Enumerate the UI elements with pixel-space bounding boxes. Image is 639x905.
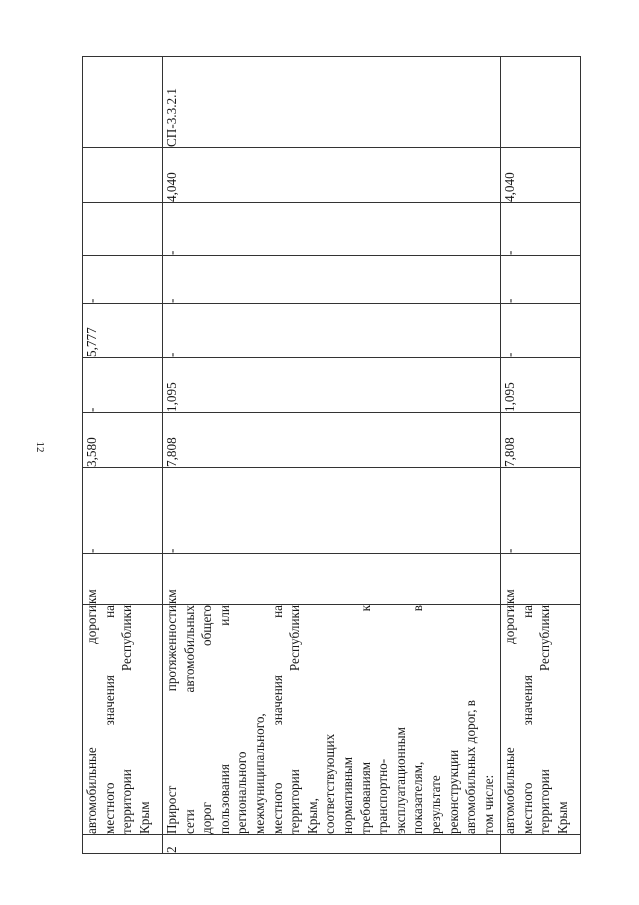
indicator-name-line: Прирост протяженности xyxy=(164,605,179,834)
indicator-name-line: территории Республики xyxy=(537,605,553,834)
cell-value: - xyxy=(501,203,581,256)
cell-value: 4,040 xyxy=(501,148,581,203)
cell-row-number xyxy=(83,835,163,854)
cell-row-number: 2 xyxy=(163,835,501,854)
indicator-name-line: эксплуатационным xyxy=(392,727,408,834)
indicator-name-line: пользования или xyxy=(216,605,232,834)
cell-value xyxy=(83,203,163,256)
table-row xyxy=(163,57,501,854)
indicator-name-line: Крым, xyxy=(304,798,320,834)
indicator-name-line: местного значения на xyxy=(101,605,117,834)
cell-value: 1,095 xyxy=(163,358,501,413)
cell-row-number xyxy=(501,835,581,854)
indicator-name-line: Крым xyxy=(136,801,152,834)
indicator-name-line: соответствующих xyxy=(322,733,338,834)
rotated-table-canvas xyxy=(82,57,576,854)
indicator-name-line: регионального xyxy=(234,751,250,834)
indicator-name-line: местного значения на xyxy=(269,605,285,834)
indicator-name-line: том числе: xyxy=(480,774,496,834)
cell-value: - xyxy=(163,468,501,554)
cell-value: 7,808 xyxy=(501,413,581,468)
cell-value: 5,777 xyxy=(83,304,163,358)
indicator-name-line: территории Республики xyxy=(119,605,135,834)
cell-code xyxy=(501,57,581,148)
indicator-name-line: территории Республики xyxy=(287,605,303,834)
indicator-name-line: транспортно- xyxy=(375,758,391,834)
cell-indicator-name xyxy=(83,605,163,835)
cell-unit: км xyxy=(501,554,581,605)
cell-code xyxy=(83,57,163,148)
indicator-table xyxy=(82,56,581,854)
cell-value: - xyxy=(163,203,501,256)
cell-value: 7,808 xyxy=(163,413,501,468)
cell-value: - xyxy=(83,256,163,304)
cell-value: - xyxy=(83,468,163,554)
cell-value: - xyxy=(501,256,581,304)
indicator-name-line: сети автомобильных xyxy=(181,605,197,834)
indicator-name-line: автомобильных дорог, в xyxy=(463,699,479,834)
indicator-name-line: межмуниципального, xyxy=(251,713,267,834)
cell-indicator-name xyxy=(163,605,501,835)
indicator-name-line: автомобильные дороги xyxy=(84,605,99,834)
cell-value: 1,095 xyxy=(501,358,581,413)
cell-value xyxy=(83,148,163,203)
indicator-name-line: реконструкции xyxy=(445,749,461,834)
cell-value: - xyxy=(501,468,581,554)
indicator-name-line: нормативным xyxy=(339,756,355,834)
cell-code: СП-3.3.2.1 xyxy=(163,57,501,148)
table-row xyxy=(501,57,581,854)
cell-value: - xyxy=(83,358,163,413)
indicator-name-line: местного значения на xyxy=(519,605,535,834)
indicator-name-line: дорог общего xyxy=(199,605,215,834)
indicator-name-line: Крым xyxy=(554,801,570,834)
cell-value: 4,040 xyxy=(163,148,501,203)
page-number: 12 xyxy=(34,441,46,453)
cell-value: - xyxy=(163,256,501,304)
cell-indicator-name xyxy=(501,605,581,835)
indicator-name-line: результате xyxy=(427,775,443,834)
table-row xyxy=(83,57,163,854)
indicator-name-line: требованиям к xyxy=(357,605,373,834)
indicator-name-line: показателям, в xyxy=(410,605,426,834)
cell-value: - xyxy=(163,304,501,358)
cell-value: 3,580 xyxy=(83,413,163,468)
indicator-name-line: автомобильные дороги xyxy=(502,605,517,834)
cell-value: - xyxy=(501,304,581,358)
cell-unit: км xyxy=(83,554,163,605)
cell-unit: км xyxy=(163,554,501,605)
